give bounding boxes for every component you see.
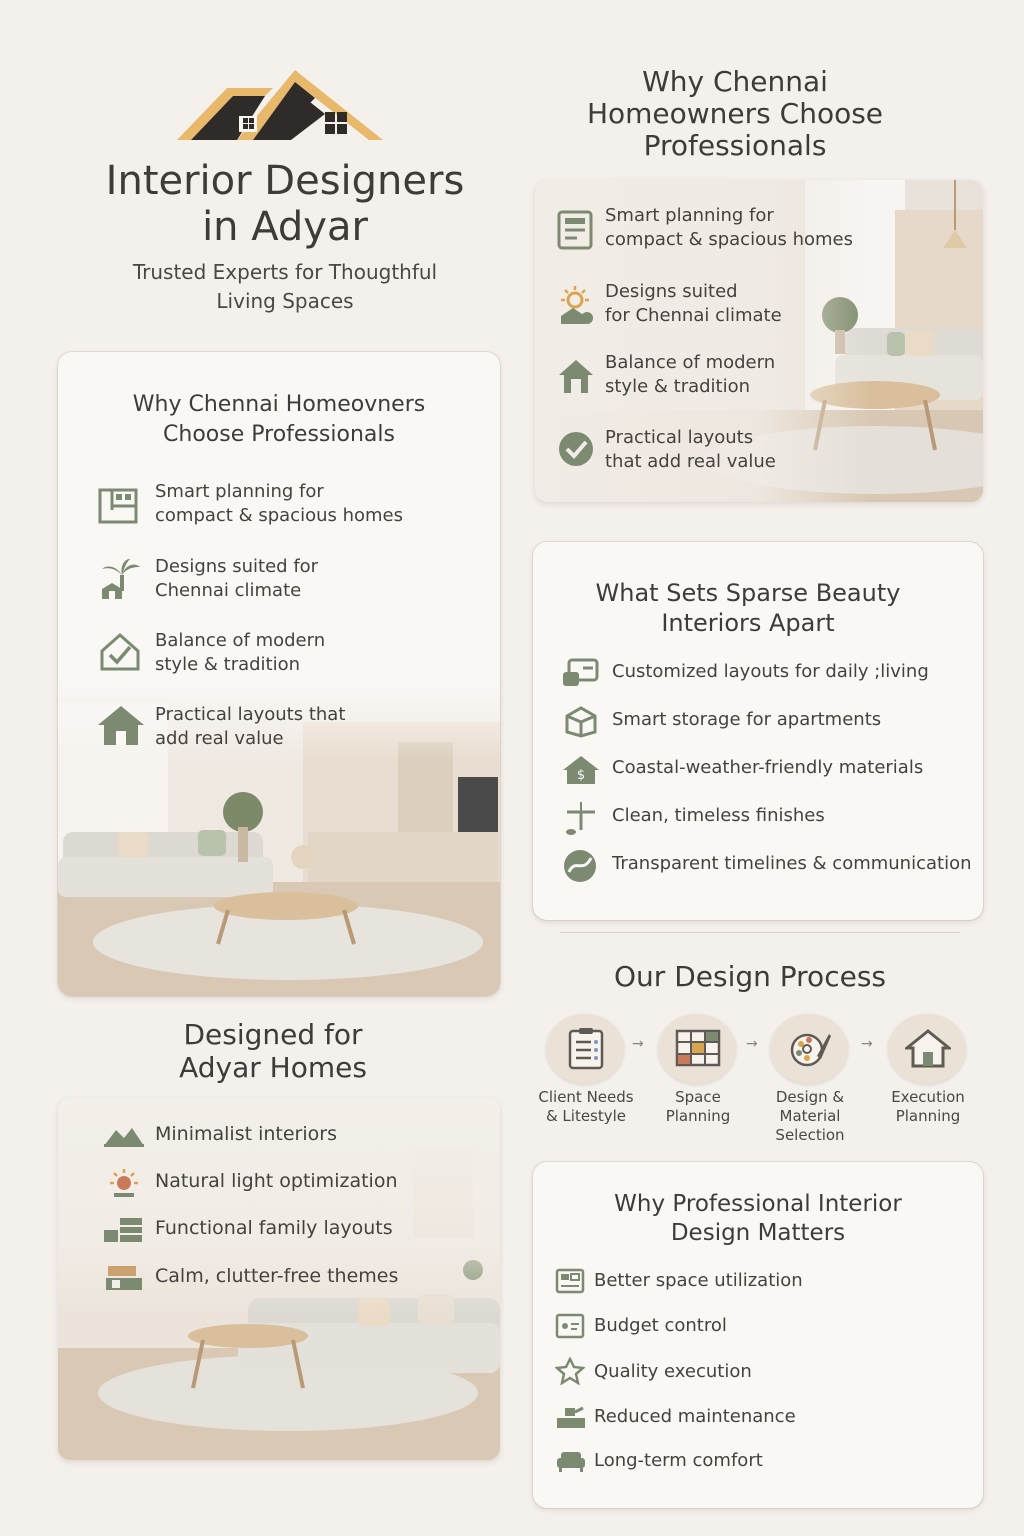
why-left-title-line2: Choose Professionals bbox=[163, 422, 395, 447]
apart-item-text: Smart storage for apartments bbox=[612, 709, 882, 730]
apart-item bbox=[561, 848, 981, 884]
adyar-item-text: Natural light optimization bbox=[155, 1170, 398, 1192]
grid-plan-icon bbox=[675, 1029, 721, 1067]
matters-title bbox=[533, 1190, 983, 1248]
svg-text:$: $ bbox=[576, 768, 586, 783]
process-arrow: → bbox=[632, 1036, 644, 1052]
matters-item-text: Better space utilization bbox=[594, 1270, 803, 1291]
adyar-item bbox=[102, 1120, 482, 1150]
why-right-item-text: Designs suited for Chennai climate bbox=[605, 281, 782, 326]
check-circle-icon bbox=[557, 430, 595, 468]
star-icon bbox=[555, 1357, 585, 1385]
tools-icon bbox=[555, 1404, 587, 1430]
floorplan-icon bbox=[98, 488, 138, 526]
section-divider bbox=[560, 932, 960, 933]
adyar-item-text: Minimalist interiors bbox=[155, 1123, 337, 1145]
hero-subtitle bbox=[60, 258, 510, 316]
apart-item-text: Coastal-weather-friendly materials bbox=[612, 757, 924, 778]
process-step-label-line2: Planning bbox=[895, 1107, 961, 1125]
process-step-label bbox=[754, 1088, 866, 1145]
process-arrow: → bbox=[746, 1036, 758, 1052]
space-icon bbox=[555, 1268, 585, 1294]
why-right-title-line1: Why Chennai bbox=[642, 65, 828, 98]
sun-icon bbox=[557, 284, 597, 326]
process-step-label bbox=[642, 1088, 754, 1126]
hero-title-line1: Interior Designers bbox=[105, 158, 465, 204]
why-right-card bbox=[535, 180, 983, 502]
why-left-title bbox=[58, 390, 500, 450]
apart-item-text: Customized layouts for daily ;living bbox=[612, 661, 929, 682]
table-icon bbox=[561, 800, 601, 836]
adyar-card bbox=[58, 1098, 500, 1460]
why-right-title bbox=[535, 66, 935, 162]
why-right-item-text: Balance of modern style & tradition bbox=[605, 352, 776, 397]
why-left-item-text: Practical layouts that add real value bbox=[155, 704, 346, 749]
matters-item bbox=[555, 1402, 955, 1434]
adyar-item-text: Functional family layouts bbox=[155, 1217, 393, 1239]
why-left-item bbox=[98, 555, 478, 605]
process-arrow: → bbox=[861, 1036, 873, 1052]
adyar-title-line2: Adyar Homes bbox=[179, 1051, 367, 1084]
adyar-title-line1: Designed for bbox=[183, 1018, 363, 1051]
process-step bbox=[754, 1014, 866, 1144]
adyar-item bbox=[102, 1214, 482, 1244]
why-right-item bbox=[557, 280, 897, 330]
light-icon bbox=[104, 1167, 144, 1199]
process-step-label-line1: Client Needs bbox=[538, 1088, 634, 1106]
process-step-label-line2: Material bbox=[779, 1107, 841, 1125]
why-right-item bbox=[557, 351, 897, 401]
process-step-label-line3: Selection bbox=[775, 1126, 845, 1144]
apart-card bbox=[533, 542, 983, 920]
house-icon bbox=[96, 703, 146, 747]
matters-item bbox=[555, 1266, 955, 1298]
adyar-item-text: Calm, clutter-free themes bbox=[155, 1265, 399, 1287]
apart-title-line2: Interiors Apart bbox=[661, 609, 835, 637]
apart-item-text: Clean, timeless finishes bbox=[612, 805, 825, 826]
why-right-title-line3: Professionals bbox=[643, 129, 827, 162]
layout-icon bbox=[561, 658, 599, 688]
timeline-icon bbox=[561, 848, 599, 884]
why-left-card bbox=[58, 352, 500, 996]
palette-icon bbox=[787, 1026, 833, 1072]
matters-item-text: Quality execution bbox=[594, 1361, 752, 1382]
adyar-item bbox=[102, 1262, 482, 1292]
process-step-label-line2: & Litestyle bbox=[545, 1107, 627, 1125]
matters-item bbox=[555, 1357, 955, 1389]
process-step-label-line1: Space bbox=[675, 1088, 721, 1106]
hero-subtitle-line1: Trusted Experts for Thougthful bbox=[132, 260, 438, 284]
process-step bbox=[872, 1014, 984, 1144]
apart-item-text: Transparent timelines & communication bbox=[612, 853, 972, 874]
planner-icon bbox=[557, 210, 593, 250]
why-right-item bbox=[557, 426, 897, 476]
matters-title-line1: Why Professional Interior bbox=[614, 1191, 902, 1217]
box-icon bbox=[563, 706, 599, 738]
process-title: Our Design Process bbox=[614, 960, 886, 993]
hero-title bbox=[60, 158, 510, 250]
apart-title bbox=[533, 578, 963, 638]
apart-item bbox=[561, 656, 981, 692]
apart-item bbox=[561, 704, 981, 740]
checklist-icon bbox=[567, 1026, 605, 1070]
furniture-icon bbox=[102, 1216, 144, 1244]
process-step-label bbox=[872, 1088, 984, 1126]
house-check-icon bbox=[98, 631, 142, 673]
why-left-title-line1: Why Chennai Homeovners bbox=[132, 392, 426, 417]
why-right-title-line2: Homeowners Choose bbox=[586, 97, 884, 130]
process-step-label bbox=[530, 1088, 642, 1126]
hero-title-line2: in Adyar bbox=[202, 204, 368, 250]
why-left-item-text: Smart planning for compact & spacious homes bbox=[155, 481, 403, 526]
hero-subtitle-line2: Living Spaces bbox=[216, 289, 354, 313]
house-icon bbox=[557, 357, 595, 395]
coastal-icon bbox=[561, 754, 601, 786]
process-step-label-line1: Execution bbox=[891, 1088, 965, 1106]
why-left-item bbox=[98, 629, 478, 679]
palm-tree-icon bbox=[98, 557, 142, 601]
matters-title-line2: Design Matters bbox=[670, 1220, 846, 1246]
apart-item bbox=[561, 752, 981, 788]
house-logo-icon bbox=[165, 62, 395, 146]
matters-item bbox=[555, 1446, 955, 1478]
apart-title-line1: What Sets Sparse Beauty bbox=[595, 579, 901, 607]
matters-item-text: Budget control bbox=[594, 1315, 727, 1336]
budget-icon bbox=[555, 1313, 585, 1339]
why-right-item-text: Smart planning for compact & spacious homes bbox=[605, 205, 853, 250]
sofa-icon bbox=[555, 1448, 587, 1474]
house-icon bbox=[905, 1028, 951, 1068]
hills-icon bbox=[102, 1124, 146, 1148]
matters-item-text: Reduced maintenance bbox=[594, 1406, 796, 1427]
why-left-item bbox=[98, 480, 478, 530]
matters-item bbox=[555, 1311, 955, 1343]
process-step bbox=[530, 1014, 642, 1144]
why-left-item-text: Designs suited for Chennai climate bbox=[155, 556, 319, 601]
matters-item-text: Long-term comfort bbox=[594, 1450, 763, 1471]
adyar-title bbox=[58, 1018, 488, 1084]
apart-item bbox=[561, 800, 981, 836]
process-step-label-line2: Planning bbox=[665, 1107, 731, 1125]
adyar-item bbox=[102, 1167, 482, 1197]
process-step-label-line1: Design & bbox=[775, 1088, 845, 1106]
why-left-item bbox=[96, 703, 476, 753]
shelf-icon bbox=[104, 1264, 144, 1292]
why-left-item-text: Balance of modern style & tradition bbox=[155, 630, 326, 675]
why-right-item bbox=[557, 204, 897, 254]
process-step bbox=[642, 1014, 754, 1144]
why-right-item-text: Practical layouts that add real value bbox=[605, 427, 776, 472]
matters-card bbox=[533, 1162, 983, 1508]
